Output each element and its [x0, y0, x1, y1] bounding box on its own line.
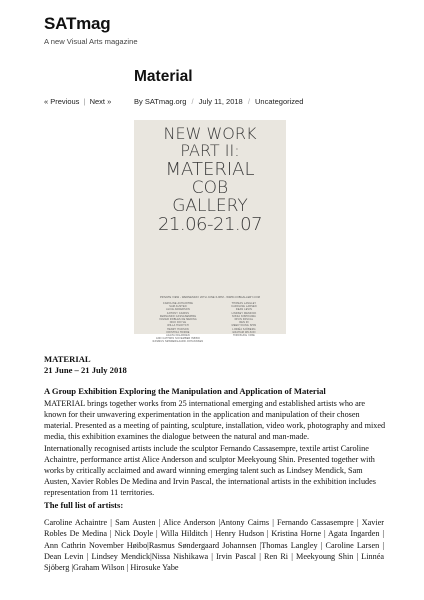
category-link[interactable]: Uncategorized — [255, 97, 304, 106]
nav-separator: | — [83, 97, 86, 106]
poster-artist-name: RASMUS SØNDERGAARD JOHANNSEN — [152, 340, 204, 344]
poster-artist-name: AGATA INGARDEN — [166, 334, 190, 338]
poster-artist-name: XAVIER ROBLES DE MEDINA — [159, 318, 197, 322]
poster-artists-right — [214, 302, 274, 337]
exhibition-subheading: A Group Exhibition Exploring the Manipulation and Application of Material — [44, 386, 326, 396]
date-link[interactable]: July 11, 2018 — [198, 97, 243, 106]
next-post-link[interactable]: Next » — [89, 97, 112, 106]
site-description: A new Visual Arts magazine — [44, 37, 138, 46]
previous-post-link[interactable]: « Previous — [44, 97, 80, 106]
exhibition-dates: 21 June – 21 July 2018 — [44, 365, 127, 375]
poster-artist-name: CAROLINE LARSEN — [231, 305, 257, 309]
poster-artist-name: ALICE ANDERSON — [166, 308, 190, 312]
poster-artist-name: ANN CATHRIN NOVEMBER HØIBO — [155, 337, 201, 341]
artist-list-heading: The full list of artists: — [44, 500, 124, 510]
poster-artist-name: DEAN LEVIN — [235, 308, 253, 312]
poster-line: GALLERY — [172, 196, 248, 216]
body-paragraph-1: MATERIAL brings together works from 25 international emerging and established artists who are known for their unwavering experimentation in the application and manipulation of their chosen material. Presented as a meeting of painting, sculpture, installation, video work, photography and mixed media, this exhibition examines the dialogue between the natural and man-made. — [44, 399, 386, 442]
post-title: Material — [134, 68, 193, 85]
post-navigation — [44, 97, 111, 106]
poster-artist-name: WILLA HILDITCH — [167, 324, 189, 328]
poster-artist-name: REN RI — [239, 321, 249, 325]
poster-artist-name: CAROLINE ACHAINTRE — [162, 302, 194, 305]
poster-artist-name: LINDSEY MENDICK — [231, 311, 257, 315]
exhibition-title: MATERIAL — [44, 354, 91, 364]
meta-separator: / — [247, 97, 250, 106]
poster-artist-name: IRVIN PASCAL — [234, 318, 254, 322]
poster-artist-name: LINNÉA SJÖBERG — [232, 327, 256, 331]
poster-artist-name: THOMAS LANGLEY — [231, 302, 257, 305]
post-meta — [134, 97, 303, 106]
poster-line: MATERIAL — [165, 159, 255, 180]
poster-line: 21.06-21.07 — [157, 214, 263, 235]
meta-separator: / — [191, 97, 194, 106]
poster-line: COB — [191, 178, 229, 198]
poster-artist-name: HENRY HUDSON — [167, 327, 189, 331]
poster-note: PRIVATE VIEW - WEDNESDAY 20TH JUNE 6-9PM - WWW.COBGALLERY.COM — [159, 296, 261, 299]
poster-artist-name: KRISTINA HORNE — [166, 330, 190, 334]
poster-line: PART II: — [180, 141, 240, 160]
poster-artist-name: NISSA NISHIKAWA — [232, 314, 256, 318]
poster-artist-name: SAM AUSTEN — [169, 305, 187, 309]
poster-artist-name: NICK DOYLE — [169, 321, 187, 325]
artist-list: Caroline Achaintre | Sam Austen | Alice Anderson |Antony Cairns | Fernando Cassasempre | Xavier Robles De Medina | Nick Doyle | Willa Hilditch | Henry Hudson | Kristina Horne | Agata Ingarden | Ann Cathrin November Høibo|Rasmus Søndergaard Johannsen |Thomas Langley | Caroline Larsen | Dean Levin | Lindsey Mendick|Nissa Nishikawa | Irvin Pascal | Ren Ri | Meekyoung Shin | Linnéa Sjöberg |Graham Wilson | Hirosuke Yabe — [44, 518, 384, 573]
poster-artists-left — [148, 302, 208, 344]
poster-artist-name: FERNANDO CASSASEMPRE — [159, 314, 197, 318]
poster-line: NEW WORK — [163, 124, 257, 143]
author-link[interactable]: By SATmag.org — [134, 97, 187, 106]
body-paragraph-2: Internationally recognised artists include the sculptor Fernando Cassasempre, textile artist Caroline Achaintre, performance artist Alice Anderson and sculptor Meekyoung Shin. Presented together with works by critically acclaimed and award winning emerging talent such as Lindsey Mendick, Sam Austen, Xavier Robles De Medina and Irvin Pascal, the international artists in the exhibition includes representation from 11 territories. — [44, 444, 376, 498]
poster-artist-name: HIROSUKE YABE — [233, 334, 255, 338]
poster-artist-name: ANTONY CAIRNS — [166, 311, 190, 315]
poster-artist-name: GRAHAM WILSON — [232, 330, 256, 334]
poster-artist-name: MEEKYOUNG SHIN — [231, 324, 257, 328]
exhibition-poster-image — [134, 120, 286, 344]
site-title[interactable]: SATmag — [44, 14, 111, 33]
